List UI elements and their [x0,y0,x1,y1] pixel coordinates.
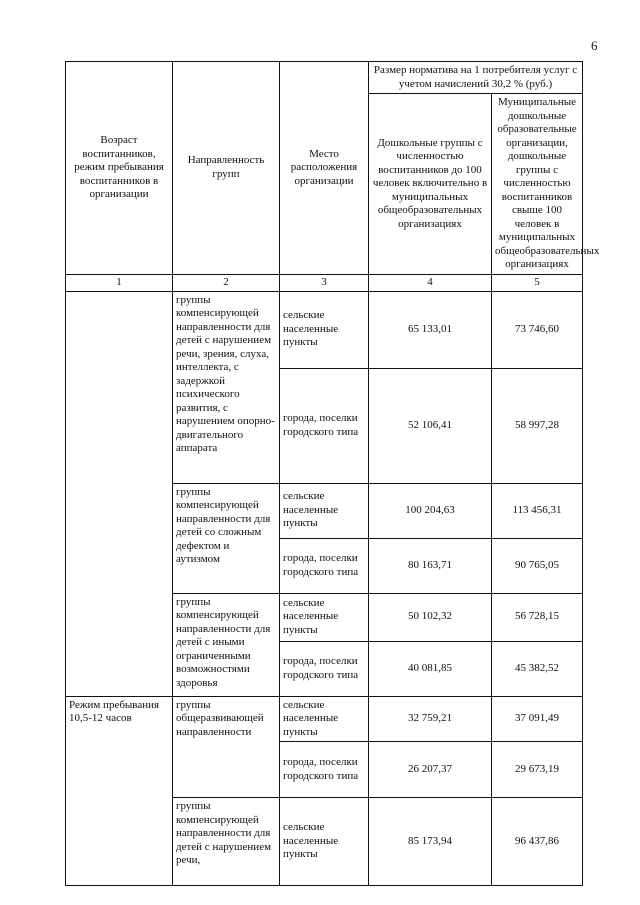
header-age-regime: Возраст воспитанников, режим пребывания воспитанников в организации [66,62,173,275]
value-cell: 37 091,49 [492,696,583,742]
table-row [66,696,583,742]
location-cell: города, поселки городского типа [280,368,369,483]
column-number: 5 [492,274,583,291]
header-group-focus: Направленность групп [173,62,280,275]
value-cell: 73 746,60 [492,291,583,368]
value-cell: 96 437,86 [492,798,583,886]
value-cell: 65 133,01 [369,291,492,368]
value-cell: 40 081,85 [369,641,492,696]
value-cell: 113 456,31 [492,483,583,538]
value-cell: 52 106,41 [369,368,492,483]
location-cell: сельские населенные пункты [280,696,369,742]
value-cell: 58 997,28 [492,368,583,483]
header-norm-size: Размер норматива на 1 потребителя услуг с учетом начислений 30,2 % (руб.) [369,62,583,94]
regime-cell: Режим пребывания 10,5-12 часов [66,696,173,886]
column-number: 2 [173,274,280,291]
location-cell: сельские населенные пункты [280,798,369,886]
column-number: 3 [280,274,369,291]
location-cell: сельские населенные пункты [280,483,369,538]
page-number: 6 [591,38,598,53]
location-cell: сельские населенные пункты [280,593,369,641]
column-number: 1 [66,274,173,291]
value-cell: 100 204,63 [369,483,492,538]
group-focus-cell: группы общеразвивающей направленности [173,696,280,798]
value-cell: 80 163,71 [369,538,492,593]
location-cell: города, поселки городского типа [280,538,369,593]
location-cell: города, поселки городского типа [280,641,369,696]
value-cell: 32 759,21 [369,696,492,742]
value-cell: 85 173,94 [369,798,492,886]
header-small-groups: Дошкольные группы с численностью воспитанников до 100 человек включительно в муниципальных общеобразовательных организациях [369,94,492,275]
group-focus-cell: группы компенсирующей направленности для детей с нарушением речи, зрения, слуха, интеллекта, с задержкой психического развития, с нарушением опорно-двигательного аппарата [173,291,280,483]
norms-table [65,61,600,886]
group-focus-cell: группы компенсирующей направленности для детей со сложным дефектом и аутизмом [173,483,280,593]
regime-cell-empty [66,291,173,696]
table-row [66,291,583,368]
value-cell: 90 765,05 [492,538,583,593]
column-number: 4 [369,274,492,291]
value-cell: 29 673,19 [492,742,583,798]
column-number-row [66,274,583,291]
value-cell: 45 382,52 [492,641,583,696]
location-cell: сельские населенные пункты [280,291,369,368]
value-cell: 56 728,15 [492,593,583,641]
value-cell: 26 207,37 [369,742,492,798]
value-cell: 50 102,32 [369,593,492,641]
group-focus-cell: группы компенсирующей направленности для детей с иными ограниченными возможностями здоровья [173,593,280,696]
header-location: Место расположения организации [280,62,369,275]
header-row [66,62,583,94]
group-focus-cell: группы компенсирующей направленности для детей с нарушением речи, [173,798,280,886]
location-cell: города, поселки городского типа [280,742,369,798]
header-large-organizations: Муниципальные дошкольные образовательные организации, дошкольные группы с численностью воспитанников свыше 100 человек в муниципальных общеобразовательных организациях [492,94,583,275]
